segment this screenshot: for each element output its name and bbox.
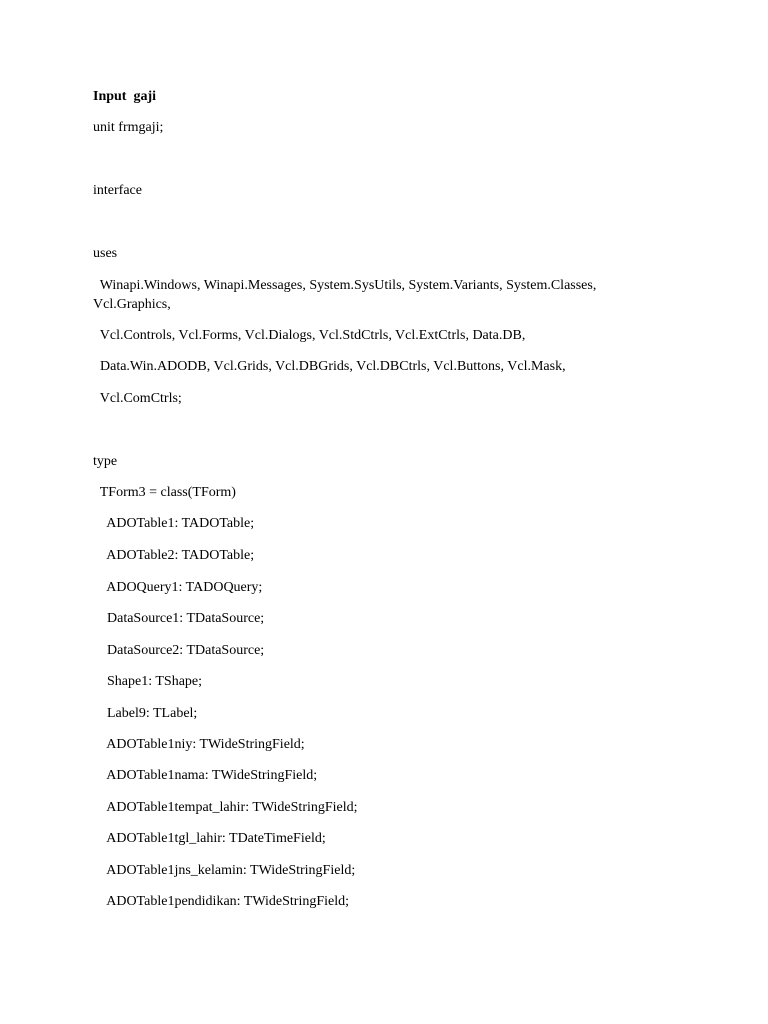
code-line: ADOQuery1: TADOQuery; xyxy=(93,580,263,595)
code-line: ADOTable1niy: TWideStringField; xyxy=(93,737,305,752)
code-line: Vcl.Graphics, xyxy=(93,297,171,312)
code-line: uses xyxy=(93,246,118,261)
code-line: Winapi.Windows, Winapi.Messages, System.SysUtils, System.Variants, System.Classes, xyxy=(93,278,597,293)
code-line: ADOTable1nama: TWideStringField; xyxy=(93,768,318,783)
code-line: type xyxy=(93,454,118,469)
code-line: unit frmgaji; xyxy=(93,120,164,135)
code-line: ADOTable1jns_kelamin: TWideStringField; xyxy=(93,863,356,878)
code-line: ADOTable1tgl_lahir: TDateTimeField; xyxy=(93,831,326,846)
code-line: DataSource1: TDataSource; xyxy=(93,611,265,626)
code-line: ADOTable1pendidikan: TWideStringField; xyxy=(93,894,349,909)
code-line: ADOTable2: TADOTable; xyxy=(93,548,255,563)
code-line: ADOTable1tempat_lahir: TWideStringField; xyxy=(93,800,358,815)
document-heading: Input gaji xyxy=(93,89,157,104)
code-line: Data.Win.ADODB, Vcl.Grids, Vcl.DBGrids, Vcl.DBCtrls, Vcl.Buttons, Vcl.Mask, xyxy=(93,359,566,374)
code-line: Vcl.ComCtrls; xyxy=(93,391,182,406)
code-line: Shape1: TShape; xyxy=(93,674,203,689)
code-line: DataSource2: TDataSource; xyxy=(93,643,265,658)
code-line: ADOTable1: TADOTable; xyxy=(93,516,255,531)
code-line: Vcl.Controls, Vcl.Forms, Vcl.Dialogs, Vcl.StdCtrls, Vcl.ExtCtrls, Data.DB, xyxy=(93,328,526,343)
code-line: TForm3 = class(TForm) xyxy=(93,485,236,500)
code-line: interface xyxy=(93,183,142,198)
code-line: Label9: TLabel; xyxy=(93,706,198,721)
